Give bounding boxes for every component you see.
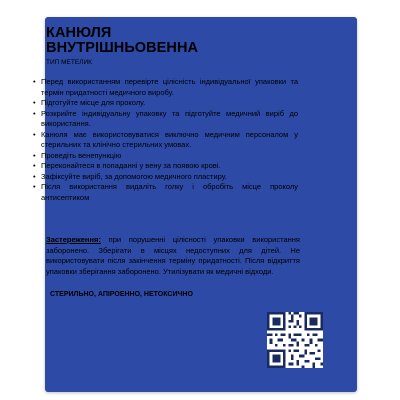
qr-code-graphic	[267, 312, 323, 368]
qr-code-icon	[267, 312, 323, 368]
instruction-item: • Перед використанням перевірте цілісність індивідуальної упаковки та термін придатності медичного виробу.	[33, 77, 298, 98]
instruction-item: • Зафіксуйте виріб, за допомогою медичного пластиру.	[33, 172, 298, 183]
sterile-note: СТЕРИЛЬНО, АПІРОЕННО, НЕТОКСИЧНО	[50, 291, 193, 298]
instruction-item: • Канюля має використовуватися виключно медичним персоналом у стерильних та клінічно стерильних умовах.	[33, 130, 298, 151]
product-title-line-2: ВНУТРІШНЬОВЕННА	[46, 40, 199, 56]
warning-text: при порушенні цілісності упаковки використання заборонено. Зберігати в місцях недоступних для дітей. Не використовувати після закінчення терміну придатності. Після відкриття упаковки зберігання заборонено. Утилізувати як медичні відходи.	[46, 235, 300, 276]
warning-label: Застереження:	[46, 235, 101, 244]
product-title-line-1: КАНЮЛЯ	[46, 25, 112, 41]
instructions-list	[33, 77, 298, 203]
product-title	[46, 26, 246, 56]
instruction-item: • Після використання видаліть голку і обробіть місце проколу антисептиком	[33, 182, 298, 203]
product-subtitle: ТИП МЕТЕЛИК	[46, 59, 92, 66]
warning-block	[46, 235, 300, 277]
instruction-item: • Розкрийте індивідуальну упаковку та підготуйте медичний виріб до використання.	[33, 109, 298, 130]
instruction-item: • Проведіть венепункцію	[33, 151, 298, 162]
instruction-item: • Підготуйте місце для проколу.	[33, 98, 298, 109]
instruction-item: • Переконайтеся в попаданні у вену за появою крові.	[33, 161, 298, 172]
